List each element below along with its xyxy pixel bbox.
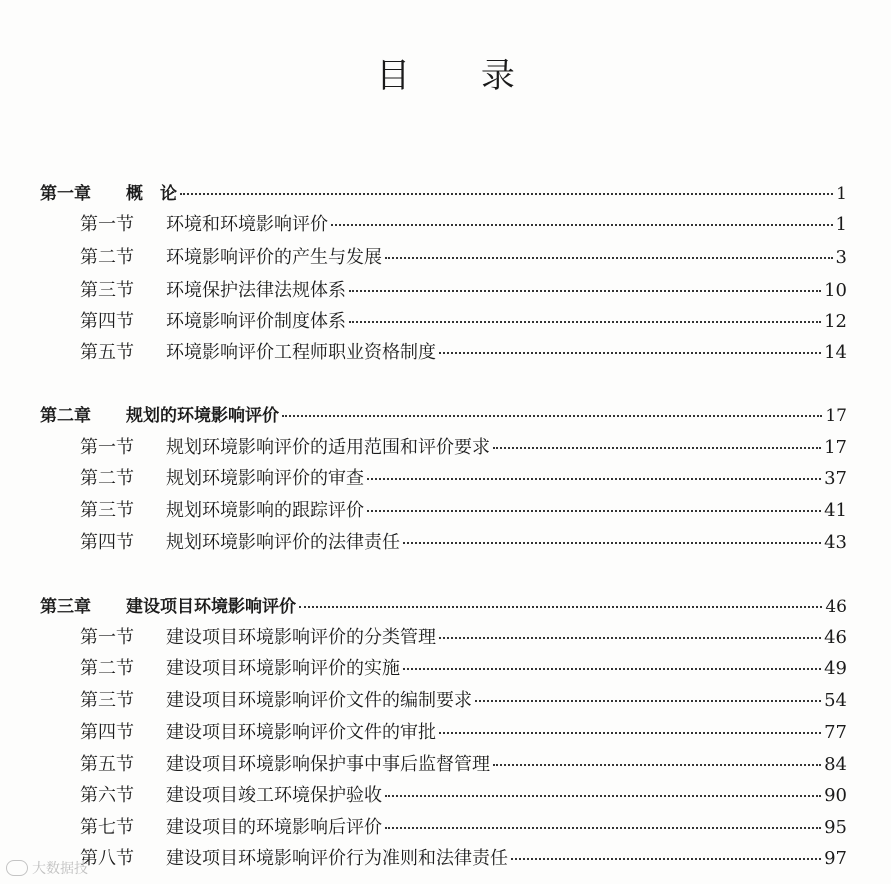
section-row[interactable] — [80, 214, 847, 236]
leader-dots — [367, 478, 821, 480]
leader-dots — [493, 764, 821, 766]
section-label — [80, 214, 328, 236]
section-row[interactable] — [80, 754, 847, 776]
section-number: 第一节 — [80, 437, 134, 458]
leader-dots — [439, 732, 821, 734]
page-number: 17 — [824, 437, 847, 458]
page-number: 90 — [824, 785, 847, 806]
section-number: 第六节 — [80, 785, 134, 806]
section-number: 第五节 — [80, 754, 134, 775]
watermark — [6, 858, 88, 878]
section-row[interactable] — [80, 627, 847, 649]
leader-dots — [299, 606, 822, 608]
section-title: 建设项目环境影响评价的分类管理 — [166, 627, 436, 648]
section-row[interactable] — [80, 658, 847, 680]
section-title: 环境影响评价的产生与发展 — [166, 247, 382, 268]
page-number: 49 — [824, 658, 847, 679]
section-row[interactable] — [80, 817, 847, 839]
section-title: 建设项目的环境影响后评价 — [166, 817, 382, 838]
chapter-title: 规划的环境影响评价 — [126, 406, 279, 426]
section-row[interactable] — [80, 785, 847, 807]
leader-dots — [385, 257, 833, 259]
section-number: 第一节 — [80, 627, 134, 648]
section-label — [80, 532, 400, 554]
section-row[interactable] — [80, 437, 847, 459]
section-number: 第四节 — [80, 311, 134, 332]
section-title: 环境和环境影响评价 — [166, 214, 328, 235]
section-number: 第七节 — [80, 817, 134, 838]
section-number: 第二节 — [80, 658, 134, 679]
section-title: 环境保护法律法规体系 — [166, 280, 346, 301]
page-number: 12 — [824, 311, 847, 332]
leader-dots — [385, 795, 821, 797]
section-number: 第二节 — [80, 468, 134, 489]
section-label — [80, 722, 436, 744]
leader-dots — [180, 193, 833, 195]
leader-dots — [349, 290, 821, 292]
section-label — [80, 247, 382, 269]
leader-dots — [475, 700, 821, 702]
chapter-number: 第三章 — [40, 597, 91, 617]
page-number: 14 — [824, 342, 847, 363]
section-label — [80, 848, 508, 870]
section-label — [80, 754, 490, 776]
section-label — [80, 785, 382, 807]
chapter-number: 第一章 — [40, 184, 91, 204]
page-number: 46 — [825, 597, 847, 617]
page-number: 97 — [824, 848, 847, 869]
section-label — [80, 500, 364, 522]
chapter-row[interactable] — [40, 596, 847, 618]
chapter-title: 建设项目环境影响评价 — [126, 597, 296, 617]
section-number: 第三节 — [80, 500, 134, 521]
page-number: 37 — [824, 468, 847, 489]
section-number: 第四节 — [80, 532, 134, 553]
section-label — [80, 627, 436, 649]
section-title: 建设项目环境影响评价的实施 — [166, 658, 400, 679]
section-title: 建设项目环境影响保护事中事后监督管理 — [166, 754, 490, 775]
section-row[interactable] — [80, 532, 847, 554]
leader-dots — [439, 352, 821, 354]
section-row[interactable] — [80, 690, 847, 712]
chapter-row[interactable] — [40, 183, 847, 205]
page-number: 95 — [824, 817, 847, 838]
section-number: 第五节 — [80, 342, 134, 363]
leader-dots — [385, 827, 821, 829]
section-label — [80, 658, 400, 680]
section-title: 环境影响评价制度体系 — [166, 311, 346, 332]
section-label — [80, 342, 436, 364]
section-number: 第二节 — [80, 247, 134, 268]
leader-dots — [403, 542, 821, 544]
page-number: 77 — [824, 722, 847, 743]
section-label — [80, 280, 346, 302]
section-row[interactable] — [80, 311, 847, 333]
section-label — [80, 311, 346, 333]
page-number: 84 — [824, 754, 847, 775]
leader-dots — [439, 637, 821, 639]
watermark-text: 大数据技 — [32, 861, 88, 877]
section-title: 建设项目环境影响评价行为准则和法律责任 — [166, 848, 508, 869]
section-title: 环境影响评价工程师职业资格制度 — [166, 342, 436, 363]
chapter-label — [40, 596, 296, 618]
section-label — [80, 817, 382, 839]
leader-dots — [511, 858, 821, 860]
section-title: 建设项目环境影响评价文件的审批 — [166, 722, 436, 743]
leader-dots — [349, 321, 821, 323]
section-number: 第一节 — [80, 214, 134, 235]
page-number: 43 — [824, 532, 847, 553]
leader-dots — [493, 447, 821, 449]
section-number: 第四节 — [80, 722, 134, 743]
chapter-title: 概 论 — [126, 184, 177, 204]
section-row[interactable] — [80, 500, 847, 522]
chapter-label — [40, 183, 177, 205]
chapter-label — [40, 405, 279, 427]
section-number: 第八节 — [80, 848, 134, 869]
chapter-number: 第二章 — [40, 406, 91, 426]
section-title: 规划环境影响评价的审查 — [166, 468, 364, 489]
watermark-logo-icon — [6, 860, 28, 876]
leader-dots — [367, 510, 821, 512]
section-label — [80, 437, 490, 459]
page-number: 3 — [835, 247, 847, 268]
page-number: 46 — [824, 627, 847, 648]
section-row[interactable] — [80, 342, 847, 364]
section-title: 规划环境影响评价的法律责任 — [166, 532, 400, 553]
section-label — [80, 690, 472, 712]
section-title: 规划环境影响的跟踪评价 — [166, 500, 364, 521]
section-number: 第三节 — [80, 280, 134, 301]
section-row[interactable] — [80, 722, 847, 744]
page-number: 1 — [836, 184, 847, 204]
leader-dots — [403, 668, 821, 670]
leader-dots — [282, 415, 822, 417]
page-number: 1 — [835, 214, 847, 235]
section-title: 建设项目竣工环境保护验收 — [166, 785, 382, 806]
section-label — [80, 468, 364, 490]
page-number: 17 — [825, 406, 847, 426]
toc-title: 目 录 — [376, 56, 545, 96]
section-title: 建设项目环境影响评价文件的编制要求 — [166, 690, 472, 711]
page-number: 10 — [824, 280, 847, 301]
section-row[interactable] — [80, 280, 847, 302]
section-row[interactable] — [80, 468, 847, 490]
page-number: 54 — [824, 690, 847, 711]
section-title: 规划环境影响评价的适用范围和评价要求 — [166, 437, 490, 458]
leader-dots — [331, 224, 833, 226]
section-row[interactable] — [80, 247, 847, 269]
chapter-row[interactable] — [40, 405, 847, 427]
section-number: 第三节 — [80, 690, 134, 711]
page-number: 41 — [824, 500, 847, 521]
section-row[interactable] — [80, 848, 847, 870]
